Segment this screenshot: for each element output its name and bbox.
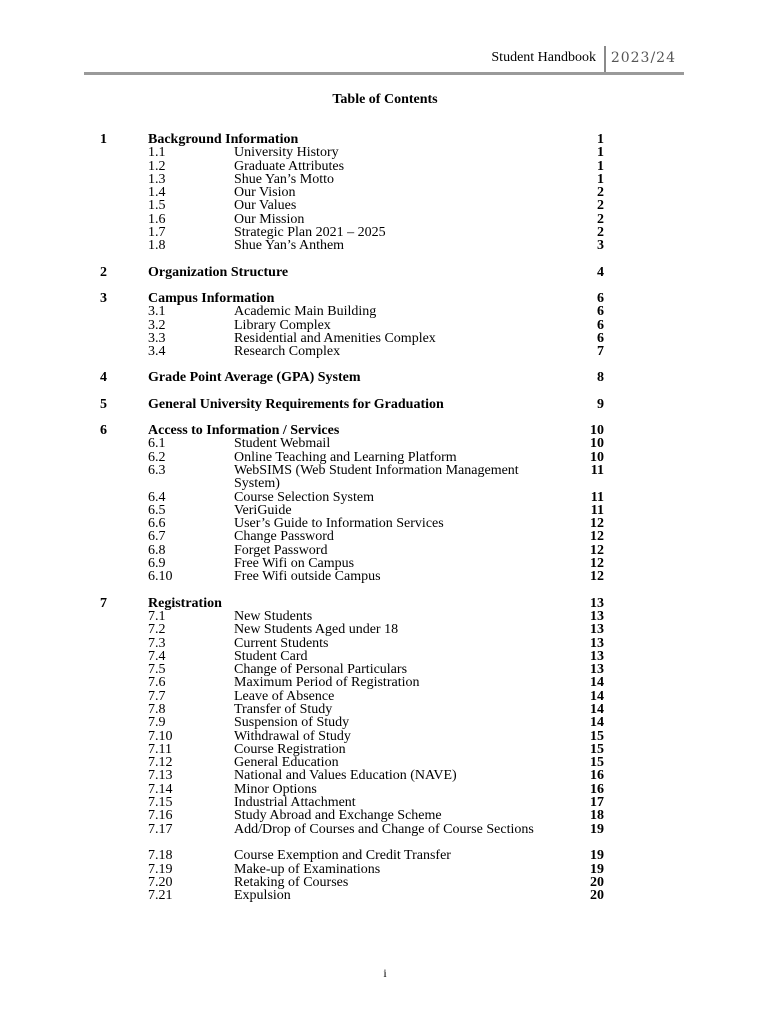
toc-section: [0, 398, 770, 411]
section-title: General University Requirements for Graduation: [148, 396, 444, 412]
entry-page: 12: [590, 516, 604, 532]
section-page: 13: [590, 595, 604, 611]
section-title: Registration: [148, 595, 222, 611]
section-number: 1: [100, 132, 107, 147]
entry-page: 12: [590, 556, 604, 572]
section-number: 2: [100, 264, 107, 280]
entry-title: New Students Aged under 18: [234, 622, 399, 638]
entry-number: 1.7: [148, 225, 166, 241]
toc-entry[interactable]: [0, 332, 770, 345]
header-divider: [604, 46, 606, 72]
toc-entry[interactable]: [0, 690, 770, 703]
toc-entry[interactable]: [0, 186, 770, 199]
page-number: i: [383, 966, 387, 980]
toc-entry[interactable]: [0, 557, 770, 570]
entry-page: 6: [597, 317, 604, 333]
entry-page: 12: [590, 569, 604, 585]
entry-number: 6.4: [148, 489, 166, 505]
entry-title: Expulsion: [234, 888, 291, 904]
entry-number: 6.6: [148, 516, 166, 532]
entry-page: 1: [597, 145, 604, 161]
entry-title: Add/Drop of Courses and Change of Course Sections: [234, 821, 534, 837]
entry-title: Graduate Attributes: [234, 158, 345, 174]
entry-title: Shue Yan’s Motto: [234, 171, 334, 187]
section-number: 7: [100, 595, 107, 611]
toc-entry[interactable]: [0, 756, 770, 769]
entry-number: 7.10: [148, 728, 173, 744]
toc-section-heading[interactable]: [0, 371, 770, 384]
entry-page: 10: [590, 436, 604, 452]
entry-page: 14: [590, 715, 604, 731]
entry-number: 7.8: [148, 701, 166, 717]
entry-title: Free Wifi outside Campus: [234, 569, 381, 585]
entry-number: 1.5: [148, 198, 166, 214]
entry-page: 2: [597, 211, 604, 227]
entry-number: 7.2: [148, 622, 166, 638]
entry-number: 6.2: [148, 449, 166, 465]
toc-entry[interactable]: [0, 544, 770, 557]
entry-page: 20: [590, 888, 604, 904]
toc-section: [0, 371, 770, 384]
entry-number: 6.1: [148, 436, 166, 452]
entry-number: 1.1: [148, 145, 166, 161]
page-header: [84, 44, 684, 75]
entry-number: 7.19: [148, 861, 173, 877]
entry-title: General Education: [234, 755, 339, 771]
entry-number: 1.4: [148, 185, 166, 201]
toc-entry[interactable]: [0, 849, 770, 862]
entry-number: 1.3: [148, 171, 166, 187]
entry-number: 7.1: [148, 608, 166, 624]
entry-page: 13: [590, 648, 604, 664]
entry-title: Current Students: [234, 635, 329, 651]
section-number: 6: [100, 423, 107, 439]
toc-entry[interactable]: [0, 650, 770, 663]
entry-title: Course Exemption and Credit Transfer: [234, 848, 451, 864]
section-number: 5: [100, 396, 107, 412]
section-title: Grade Point Average (GPA) System: [148, 370, 361, 386]
entry-number: 7.12: [148, 755, 173, 771]
entry-page: 15: [590, 741, 604, 757]
toc-entry[interactable]: [0, 730, 770, 743]
entry-number: 3.3: [148, 330, 166, 346]
entry-page: 11: [590, 462, 604, 478]
toc-entry[interactable]: [0, 226, 770, 239]
toc-entry[interactable]: [0, 517, 770, 530]
entry-page: 19: [590, 821, 604, 837]
section-page: 6: [597, 290, 604, 306]
toc-section-heading[interactable]: [0, 424, 770, 437]
toc-entry[interactable]: [0, 676, 770, 689]
entry-number: 1.8: [148, 238, 166, 254]
entry-number: 6.5: [148, 502, 166, 518]
entry-title: Leave of Absence: [234, 688, 335, 704]
entry-title: Online Teaching and Learning Platform: [234, 449, 457, 465]
entry-title: Shue Yan’s Anthem: [234, 238, 345, 254]
entry-number: 3.2: [148, 317, 166, 333]
entry-number: 3.4: [148, 344, 166, 360]
entry-title: Our Values: [234, 198, 297, 214]
entry-title: Library Complex: [234, 317, 331, 333]
toc-entry[interactable]: [0, 889, 770, 902]
entry-page: 13: [590, 662, 604, 678]
toc-entry[interactable]: [0, 160, 770, 173]
entry-title: Course Registration: [234, 741, 346, 757]
toc-section: [0, 424, 770, 584]
entry-title: Withdrawal of Study: [234, 728, 351, 744]
entry-page: 11: [590, 502, 604, 518]
entry-page: 3: [597, 238, 604, 254]
entry-title: Our Vision: [234, 185, 296, 201]
handbook-year: 2023/24: [610, 50, 676, 66]
section-title: Background Information: [148, 132, 299, 147]
entry-number: 7.5: [148, 662, 166, 678]
toc-section-heading[interactable]: [0, 597, 770, 610]
entry-title: User’s Guide to Information Services: [234, 516, 444, 532]
section-number: 4: [100, 370, 107, 386]
entry-number: 7.17: [148, 821, 173, 837]
toc-section: [0, 292, 770, 358]
entry-number: 6.10: [148, 569, 173, 585]
entry-title: Course Selection System: [234, 489, 374, 505]
entry-title: New Students: [234, 608, 313, 624]
entry-title: Student Webmail: [234, 436, 331, 452]
entry-number: 7.14: [148, 781, 173, 797]
toc-entry[interactable]: [0, 863, 770, 876]
entry-title: Our Mission: [234, 211, 305, 227]
entry-title: Transfer of Study: [234, 701, 333, 717]
toc-entry[interactable]: [0, 491, 770, 504]
toc-entry[interactable]: [0, 437, 770, 450]
entry-page: 18: [590, 808, 604, 824]
toc-entry[interactable]: [0, 239, 770, 252]
entry-title: Minor Options: [234, 781, 317, 797]
entry-page: 6: [597, 304, 604, 320]
entry-title: Suspension of Study: [234, 715, 350, 731]
toc-entry[interactable]: [0, 637, 770, 650]
toc-section-heading[interactable]: [0, 292, 770, 305]
section-page: 1: [597, 132, 604, 147]
entry-title: Retaking of Courses: [234, 874, 349, 890]
toc-entry[interactable]: [0, 305, 770, 318]
entry-number: 1.2: [148, 158, 166, 174]
toc-entry[interactable]: [0, 663, 770, 676]
entry-page: 11: [590, 489, 604, 505]
entry-number: 6.9: [148, 556, 166, 572]
entry-title: Study Abroad and Exchange Scheme: [234, 808, 442, 824]
toc-entry[interactable]: [0, 451, 770, 464]
entry-page: 13: [590, 622, 604, 638]
entry-number: 6.3: [148, 462, 166, 478]
toc-entry[interactable]: [0, 345, 770, 358]
section-page: 9: [597, 396, 604, 412]
toc-section-heading[interactable]: [0, 398, 770, 411]
entry-page: 20: [590, 874, 604, 890]
entry-page: 14: [590, 688, 604, 704]
entry-page: 19: [590, 848, 604, 864]
entry-page: 13: [590, 635, 604, 651]
entry-title: Research Complex: [234, 344, 341, 360]
entry-page: 16: [590, 781, 604, 797]
entry-number: 7.7: [148, 688, 166, 704]
entry-page: 13: [590, 608, 604, 624]
toc-entry[interactable]: [0, 146, 770, 159]
toc-entry[interactable]: [0, 703, 770, 716]
toc-entry[interactable]: [0, 743, 770, 756]
entry-number: 7.6: [148, 675, 166, 691]
toc-entry[interactable]: [0, 876, 770, 889]
section-number: 3: [100, 290, 107, 306]
entry-title: WebSIMS (Web Student Information Management System): [234, 462, 519, 492]
toc-entry[interactable]: [0, 796, 770, 809]
entry-number: 6.7: [148, 529, 166, 545]
entry-number: 7.13: [148, 768, 173, 784]
entry-title: Industrial Attachment: [234, 795, 356, 811]
toc-section: [0, 266, 770, 279]
toc-entry[interactable]: [0, 199, 770, 212]
entry-title: Free Wifi on Campus: [234, 556, 355, 572]
toc-entry[interactable]: [0, 809, 770, 822]
entry-page: 15: [590, 728, 604, 744]
section-title: Campus Information: [148, 290, 275, 306]
toc-entry[interactable]: [0, 823, 770, 850]
section-title: Access to Information / Services: [148, 423, 340, 439]
entry-number: 7.20: [148, 874, 173, 890]
entry-page: 2: [597, 198, 604, 214]
entry-page: 14: [590, 701, 604, 717]
entry-title: University History: [234, 145, 339, 161]
entry-page: 2: [597, 225, 604, 241]
handbook-title: Student Handbook: [491, 50, 596, 65]
toc-entry[interactable]: [0, 319, 770, 332]
entry-number: 7.16: [148, 808, 173, 824]
entry-page: 12: [590, 542, 604, 558]
entry-title: Make-up of Examinations: [234, 861, 381, 877]
entry-page: 2: [597, 185, 604, 201]
entry-number: 7.4: [148, 648, 166, 664]
entry-title: National and Values Education (NAVE): [234, 768, 457, 784]
entry-page: 15: [590, 755, 604, 771]
toc-entry[interactable]: [0, 610, 770, 623]
entry-number: 7.11: [148, 741, 172, 757]
toc-entry[interactable]: [0, 769, 770, 782]
toc-entry[interactable]: [0, 173, 770, 186]
entry-number: 7.15: [148, 795, 173, 811]
toc-entry[interactable]: [0, 570, 770, 583]
toc-entry[interactable]: [0, 623, 770, 636]
toc-entry[interactable]: [0, 716, 770, 729]
toc-entry[interactable]: [0, 783, 770, 796]
entry-page: 12: [590, 529, 604, 545]
entry-title: Change Password: [234, 529, 334, 545]
entry-number: 7.21: [148, 888, 173, 904]
table-of-contents: [0, 133, 770, 915]
toc-entry[interactable]: [0, 530, 770, 543]
toc-entry[interactable]: [0, 213, 770, 226]
toc-section-heading[interactable]: [0, 266, 770, 279]
entry-number: 1.6: [148, 211, 166, 227]
entry-title: Student Card: [234, 648, 308, 664]
page-title: Table of Contents: [332, 92, 438, 107]
section-page: 10: [590, 423, 604, 439]
entry-page: 1: [597, 171, 604, 187]
toc-section: [0, 133, 770, 253]
entry-number: 3.1: [148, 304, 166, 320]
entry-page: 14: [590, 675, 604, 691]
entry-number: 7.3: [148, 635, 166, 651]
entry-title: Residential and Amenities Complex: [234, 330, 436, 346]
entry-title: Forget Password: [234, 542, 328, 558]
entry-page: 10: [590, 449, 604, 465]
section-title: Organization Structure: [148, 264, 289, 280]
entry-number: 7.9: [148, 715, 166, 731]
entry-page: 17: [590, 795, 604, 811]
toc-entry[interactable]: [0, 504, 770, 517]
entry-number: 6.8: [148, 542, 166, 558]
entry-title: Change of Personal Particulars: [234, 662, 408, 678]
entry-number: 7.18: [148, 848, 173, 864]
section-page: 4: [597, 264, 604, 280]
entry-page: 7: [597, 344, 604, 360]
entry-title: Academic Main Building: [234, 304, 377, 320]
toc-entry[interactable]: [0, 464, 770, 491]
entry-page: 1: [597, 158, 604, 174]
entry-title: Maximum Period of Registration: [234, 675, 420, 691]
entry-title: VeriGuide: [234, 502, 292, 518]
entry-page: 6: [597, 330, 604, 346]
entry-title: Strategic Plan 2021 – 2025: [234, 225, 386, 241]
section-page: 8: [597, 370, 604, 386]
entry-page: 19: [590, 861, 604, 877]
toc-section: [0, 597, 770, 903]
entry-page: 16: [590, 768, 604, 784]
toc-section-heading[interactable]: [0, 133, 770, 146]
